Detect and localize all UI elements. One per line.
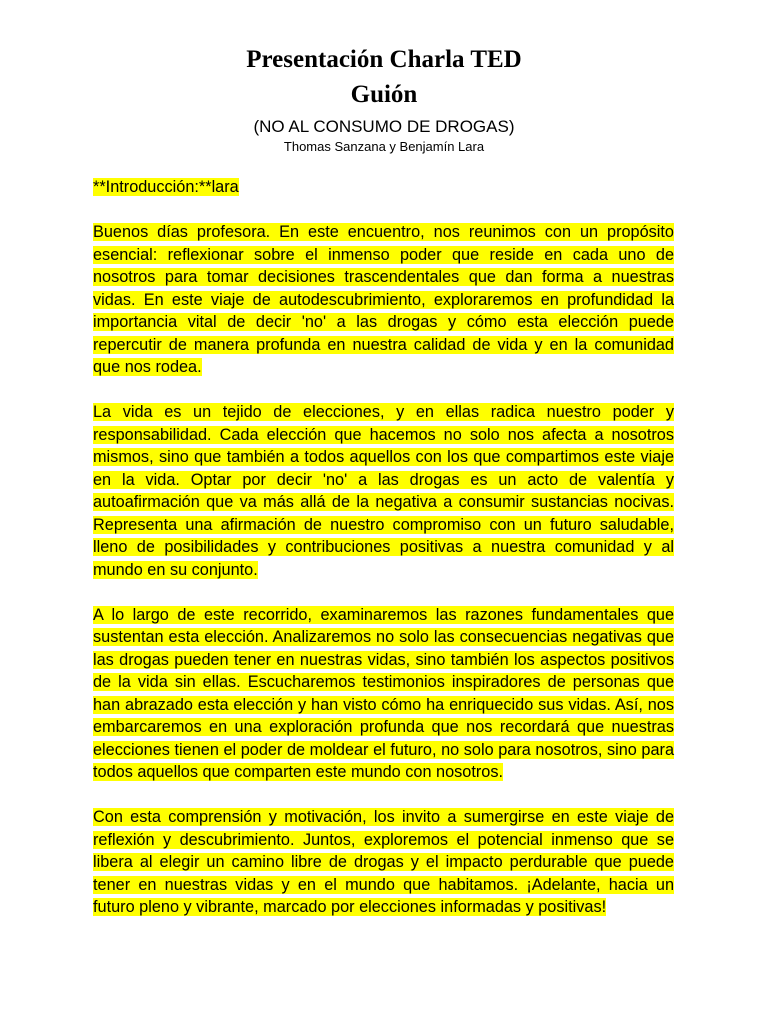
paragraph-introduction-heading bbox=[93, 176, 674, 199]
highlighted-text: La vida es un tejido de elecciones, y en ellas radica nuestro poder y responsabilidad. Cada elección que hacemos no solo nos afecta a nosotros mismos, sino que también a todos aquellos con los que compartimos este viaje en la vida. Optar por decir 'no' a las drogas es un acto de valentía y autoafirmación que va más allá de la negativa a consumir sustancias nocivas. Representa una afirmación de nuestro compromiso con un futuro saludable, lleno de posibilidades y contribuciones positivas a nuestra comunidad y al mundo en su conjunto. bbox=[93, 403, 674, 579]
document-subtitle: (NO AL CONSUMO DE DROGAS) bbox=[253, 117, 515, 136]
title-line-1: Presentación Charla TED bbox=[246, 46, 522, 73]
document-body bbox=[93, 176, 674, 941]
paragraph-4 bbox=[93, 806, 674, 919]
highlighted-text: Con esta comprensión y motivación, los invito a sumergirse en este viaje de reflexión y descubrimiento. Juntos, exploremos el potencial inmenso que se libera al elegir un camino libre de drogas y el impacto perdurable que puede tener en nuestras vidas y en el mundo que habitamos. ¡Adelante, hacia un futuro pleno y vibrante, marcado por elecciones informadas y positivas! bbox=[93, 808, 674, 916]
title-line-2: Guión bbox=[350, 81, 418, 108]
paragraph-2 bbox=[93, 401, 674, 581]
paragraph-1 bbox=[93, 221, 674, 379]
paragraph-3 bbox=[93, 604, 674, 784]
document-header bbox=[0, 42, 768, 155]
document-authors: Thomas Sanzana y Benjamín Lara bbox=[283, 139, 485, 154]
highlighted-text: A lo largo de este recorrido, examinaremos las razones fundamentales que sustentan esta elección. Analizaremos no solo las consecuencias negativas que las drogas pueden tener en nuestras vidas, sino también los aspectos positivos de la vida sin ellas. Escucharemos testimonios inspiradores de personas que han abrazado esta elección y han visto cómo ha enriquecido sus vidas. Así, nos embarcaremos en una exploración profunda que nos recordará que nuestras elecciones tienen el poder de moldear el futuro, no solo para nosotros, sino para todos aquellos que comparten este mundo con nosotros. bbox=[93, 605, 674, 781]
document-title bbox=[0, 42, 768, 112]
highlighted-text: Buenos días profesora. En este encuentro, nos reunimos con un propósito esencial: reflexionar sobre el inmenso poder que reside en cada uno de nosotros para tomar decisiones trascendentales que dan forma a nuestras vidas. En este viaje de autodescubrimiento, exploraremos en profundidad la importancia vital de decir 'no' a las drogas y cómo esta elección puede repercutir de manera profunda en nuestra calidad de vida y en la comunidad que nos rodea. bbox=[93, 223, 674, 376]
highlighted-text: **Introducción:**lara bbox=[93, 178, 239, 196]
